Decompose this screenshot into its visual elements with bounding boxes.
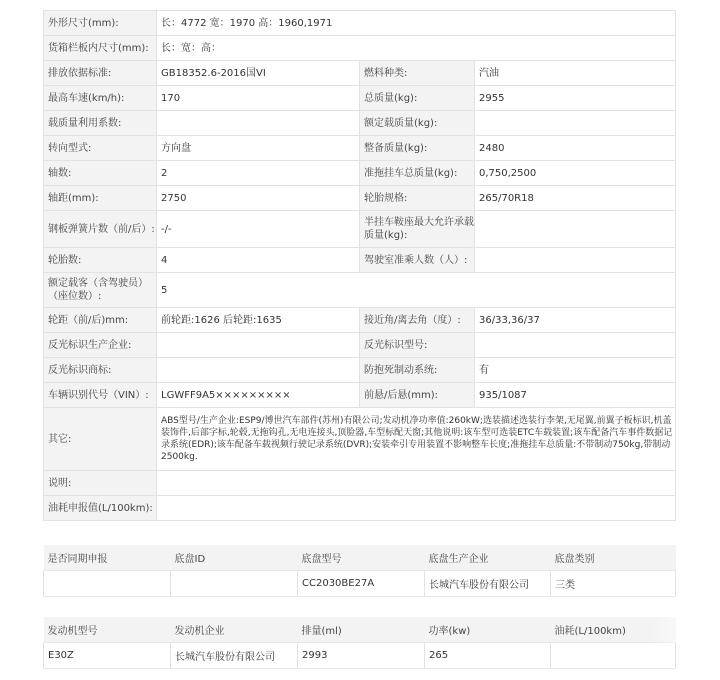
tires-label: 轮胎数:: [44, 248, 157, 273]
chassis-maker-cell: 长城汽车股份有限公司: [425, 571, 551, 597]
spec-row: [44, 496, 676, 521]
curb-label: 整备质量(kg):: [360, 136, 475, 161]
other-value: ABS型号/生产企业:ESP9/博世汽车部件(苏州)有限公司;发动机净功率值:260kW;选装描述选装行李架,无尾翼,前翼子板标识,机盖装饰件,后部字标,轮毂,无拖钩孔,无电连接头,顶脸器,车型标配天窗;其他说明:该车型可选装ETC车载装置;该车配备汽车事件数据记录系统(EDR);该车配备车载视频行驶记录系统(DVR);安装牵引专用装置不影响整车长度;准拖挂车总质量:不带制动750kg,带制动2500kg.: [157, 408, 676, 471]
reflect-maker-value: [157, 333, 360, 358]
notes-value: [157, 471, 676, 496]
cab-value: [475, 248, 676, 273]
axles-label: 轴数:: [44, 161, 157, 186]
reflect-maker-label: 反光标识生产企业:: [44, 333, 157, 358]
seats-value: 5: [157, 273, 676, 308]
chassis-id-cell: [171, 571, 298, 597]
spec-row: [44, 471, 676, 496]
chassis-header-row: [44, 545, 676, 571]
spec-row: [44, 61, 676, 86]
engine-header-cell: 功率(kw): [425, 617, 551, 643]
spec-row: [44, 273, 676, 308]
engine-header-cell: 发动机企业: [171, 617, 298, 643]
reflect-brand-label: 反光标识商标:: [44, 358, 157, 383]
other-label: 其它:: [44, 408, 157, 471]
fuel-report-value: [157, 496, 676, 521]
cargo-label: 货箱栏板内尺寸(mm):: [44, 36, 157, 61]
spec-row: [44, 11, 676, 36]
wheelbase-label: 轴距(mm):: [44, 186, 157, 211]
vin-label: 车辆识别代号（VIN）:: [44, 383, 157, 408]
chassis-header-cell: 底盘ID: [171, 545, 298, 571]
overhang-value: 935/1087: [475, 383, 676, 408]
spec-row: [44, 308, 676, 333]
rated-load-label: 额定载质量(kg):: [360, 111, 475, 136]
steering-label: 转向型式:: [44, 136, 157, 161]
leaf-value: -/-: [157, 211, 360, 248]
spec-row: [44, 358, 676, 383]
engine-power-cell: 265: [425, 643, 551, 669]
spec-row: [44, 408, 676, 471]
saddle-value: [475, 211, 676, 248]
saddle-label: 半挂车鞍座最大允许承载质量(kg):: [360, 211, 475, 248]
cab-label: 驾驶室准乘人数（人）:: [360, 248, 475, 273]
reflect-model-value: [475, 333, 676, 358]
chassis-sync-cell: [44, 571, 171, 597]
curb-value: 2480: [475, 136, 676, 161]
speed-value: 170: [157, 86, 360, 111]
table-row: [44, 643, 676, 669]
trailer-label: 准拖挂车总质量(kg):: [360, 161, 475, 186]
chassis-model-cell: CC2030BE27A: [298, 571, 425, 597]
cargo-value: 长：宽：高：: [157, 36, 676, 61]
axles-value: 2: [157, 161, 360, 186]
overhang-label: 前悬/后悬(mm):: [360, 383, 475, 408]
chassis-table: [43, 545, 676, 597]
spec-row: [44, 186, 676, 211]
notes-label: 说明:: [44, 471, 157, 496]
trailer-value: 0,750,2500: [475, 161, 676, 186]
dims-label: 外形尺寸(mm):: [44, 11, 157, 36]
table-row: [44, 571, 676, 597]
spec-row: [44, 333, 676, 358]
engine-header-cell: 油耗(L/100km): [551, 617, 676, 643]
engine-header-cell: 排量(ml): [298, 617, 425, 643]
track-label: 轮距（前/后)mm:: [44, 308, 157, 333]
spec-row: [44, 161, 676, 186]
chassis-class-cell: 三类: [551, 571, 676, 597]
edge-fade: [605, 617, 720, 643]
spec-row: [44, 383, 676, 408]
chassis-header-cell: 底盘类别: [551, 545, 676, 571]
spec-row: [44, 136, 676, 161]
load-util-label: 载质量利用系数:: [44, 111, 157, 136]
spec-row: [44, 248, 676, 273]
engine-table: [43, 617, 676, 669]
rated-load-value: [475, 111, 676, 136]
wheelbase-value: 2750: [157, 186, 360, 211]
spec-row: [44, 111, 676, 136]
fuel-value: 汽油: [475, 61, 676, 86]
engine-model-cell: E30Z: [44, 643, 171, 669]
fuel-label: 燃料种类:: [360, 61, 475, 86]
total-mass-label: 总质量(kg):: [360, 86, 475, 111]
abs-value: 有: [475, 358, 676, 383]
steering-value: 方向盘: [157, 136, 360, 161]
reflect-model-label: 反光标识型号:: [360, 333, 475, 358]
tires-value: 4: [157, 248, 360, 273]
abs-label: 防抱死制动系统:: [360, 358, 475, 383]
dims-value: 长：4772 宽：1970 高：1960,1971: [157, 11, 676, 36]
load-util-value: [157, 111, 360, 136]
engine-header-cell: 发动机型号: [44, 617, 171, 643]
angle-label: 接近角/离去角（度）:: [360, 308, 475, 333]
chassis-header-cell: 底盘型号: [298, 545, 425, 571]
engine-maker-cell: 长城汽车股份有限公司: [171, 643, 298, 669]
fuel-report-label: 油耗申报值(L/100km):: [44, 496, 157, 521]
spec-row: [44, 211, 676, 248]
leaf-label: 钢板弹簧片数（前/后）:: [44, 211, 157, 248]
reflect-brand-value: [157, 358, 360, 383]
spec-row: [44, 36, 676, 61]
tire-spec-value: 265/70R18: [475, 186, 676, 211]
speed-label: 最高车速(km/h):: [44, 86, 157, 111]
chassis-header-cell: 是否同期申报: [44, 545, 171, 571]
emission-label: 排放依据标准:: [44, 61, 157, 86]
seats-label: 额定载客（含驾驶员）（座位数）:: [44, 273, 157, 308]
vin-value: LGWFF9A5×××××××××: [157, 383, 360, 408]
angle-value: 36/33,36/37: [475, 308, 676, 333]
engine-header-row: [44, 617, 676, 643]
engine-displacement-cell: 2993: [298, 643, 425, 669]
total-mass-value: 2955: [475, 86, 676, 111]
engine-fuel-cell: [551, 643, 676, 669]
track-value: 前轮距:1626 后轮距:1635: [157, 308, 360, 333]
emission-value: GB18352.6-2016国VI: [157, 61, 360, 86]
chassis-header-cell: 底盘生产企业: [425, 545, 551, 571]
spec-row: [44, 86, 676, 111]
vehicle-spec-table: [43, 10, 676, 521]
tire-spec-label: 轮胎规格:: [360, 186, 475, 211]
